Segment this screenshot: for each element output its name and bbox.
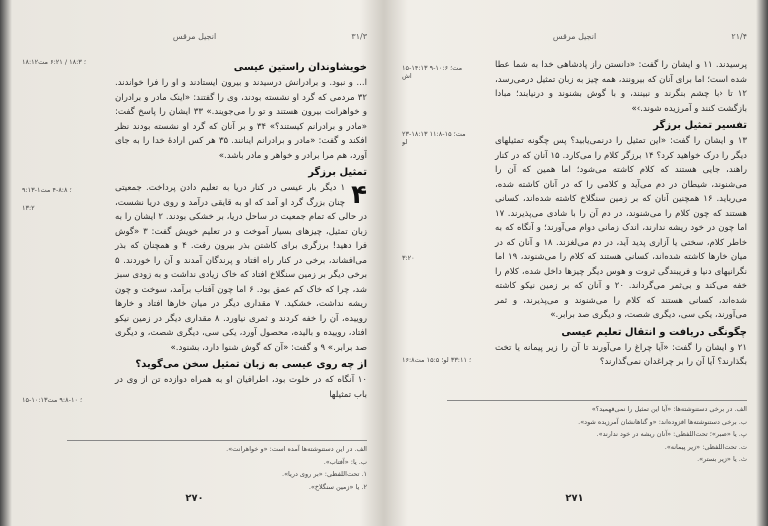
section-heading: خویشاوندان راستین عیسی	[233, 62, 367, 73]
footnote: پ. یا «صبر»؛ تحت‌اللفظی: «آنان ریشه در خود ندارند».	[596, 430, 747, 438]
section-heading: تمثیل برزگر	[308, 167, 367, 178]
running-title: انجیل مرقس	[172, 32, 217, 41]
chapter-number: ۴	[351, 180, 367, 210]
paragraph: پرسیدند. ۱۱ و ایشان را گفت: «دانستن راز پادشاهی خدا به شما عطا شده است؛ اما برای آنان که بیرونند، همه چیز به زبان تمثیل درمی‌رسد، ۱۲ تا ‹با چشم بنگرند و نبینند، و با گوش بشنوند و درنیابند؛ مبادا بازگشت کنند و آمرزیده شوند.›»	[495, 60, 747, 114]
footnote: ت. تحت‌اللفظی: «زیر پیمانه».	[664, 442, 747, 451]
left-page-header	[22, 32, 367, 46]
section-heading: چگونگی دریافت و انتقال تعلیم عیسی	[561, 326, 747, 338]
section-heading: تفسیر تمثیل برزگر	[653, 120, 747, 131]
left-page	[22, 10, 367, 516]
running-chapter-verse: ۲۱/۴	[731, 32, 747, 41]
cross-reference: ۱۵-۱۰:۱۳؛ ۱۰-۹:۸ مت‌	[22, 396, 83, 404]
cross-reference: ۱۳:۲	[22, 204, 35, 212]
page-number: ۲۷۱	[565, 493, 584, 504]
footnote: الف. در این دستنوشته‌ها آمده است: «و خواهرانت».	[226, 445, 367, 453]
cross-reference: ۱۶:۸؛ ۳۳:۱۱ لو؛ ۱۵:۵ مت‌	[402, 356, 472, 364]
running-chapter-verse: ۳۱/۳	[351, 32, 367, 41]
paragraph: ۱۰ آنگاه که در خلوت بود، اطرافیان او به همراه دوازده تن از وی در باب تمثیلها	[115, 375, 367, 400]
paragraph: ا... و نبود. و برادرانش درسیدند و بیرون ایستادند و او را فرا خواندند. ۳۲ مردمی که گرد او نشسته بودند، وی را گفتند: «اینک مادر و برادران و خواهرانت بیرون هستند و تو را می‌جویند.» ۳۳ ایشان را پاسخ گفت: «مادر و برادرانم کیستند؟» ۳۴ و بر آنان که گرد او نشسته بودند نظر افکند و گفت: «مادر و برادرانم اینانند. ۳۵ هر کس ارادهٔ خدا را به جای آورد، هم مرا برادر و خواهر و مادر باشد.»	[115, 78, 367, 161]
footnote: الف. در برخی دستنوشته‌ها: «آیا این تمثیل را نمی‌فهمید؟»	[591, 405, 747, 413]
cross-reference: ۲۳-۱۸:۱۳ مت‌؛ ۱۵-۱۱:۸ لو	[402, 130, 466, 146]
cross-reference: ۹:۱۳-۱؛ ۸:۸-۴ مت‌	[22, 186, 72, 194]
paragraph: ۲۱ و ایشان را گفت: «آیا چراغ را می‌آورند تا آن را زیر پیمانه یا تخت بگذارند؟ آیا آن را بر چراغدان نمی‌گذارند؟	[495, 342, 747, 367]
running-title: انجیل مرقس	[552, 32, 597, 41]
section-heading: از چه روی عیسی به زبان تمثیل سخن می‌گوید؟	[135, 359, 367, 370]
paragraph: ۱۳ و ایشان را گفت: «این تمثیل را درنمی‌یابید؟ پس چگونه تمثیلهای دیگر را درک خواهید کرد؟ ۱۴ برزگر کلام را می‌کارد. ۱۵ آنان که در کنار راهند، جایی هستند که کلام کاشته می‌شود؛ اما همین که آن را می‌شنوند، شیطان در دم می‌آید و کلامی را که در آنان کاشته شده، می‌رباید. ۱۶ همچنین آنان که بر زمین سنگلاخ کاشته شده‌اند، کسانی هستند که چون کلام را می‌شنوند، در دم آن را با شادی می‌پذیرند. ۱۷ اما چون در خود ریشه ندارند، اندک زمانی دوام می‌آورند؛ و آنگاه که به خاطر کلام، سختی یا آزاری پدید آید، در دم می‌لغزند. ۱۸ و آنان که در میان خارها کاشته شده‌اند، کسانی هستند که کلام را می‌شنوند، ۱۹ اما نگرانیهای دنیا و فریبندگی ثروت و هوس دیگر چیزها داخل شده، کلام را خفه می‌کند و بی‌ثمر می‌گرداند. ۲۰ و آنان که بر زمین نیکو کاشته شده‌اند، کسانی هستند که کلام را می‌شنوند و می‌پذیرند، و ثمر می‌آورند، یکی سی، دیگری شصت، و دیگری صد برابر.»	[495, 136, 747, 320]
cross-reference: ۱۸:۱۲؛ ۱۸:۳ / ۶:۲۱ مت‌	[22, 58, 86, 66]
footnote: ۲. یا «زمین سنگلاخ».	[308, 482, 367, 491]
footnote: ث. یا «زیر بستر».	[697, 455, 747, 463]
page-number: ۲۷۰	[185, 493, 204, 504]
cross-reference: ۱۵-۱۴:۱۳ مت‌؛ ۱۰:۶-۹ اش	[402, 64, 463, 80]
footnote: ۱. تحت‌اللفظی: «بر روی دریا».	[282, 470, 367, 478]
footnote: ب. یا: «آفتاب».	[323, 457, 367, 466]
right-page-header	[402, 32, 747, 46]
footnote: ب. برخی دستنوشته‌ها افزوده‌اند: «و گناهانشان آمرزیده شود».	[578, 417, 747, 426]
right-page-body	[495, 58, 747, 374]
right-page	[402, 10, 747, 516]
footnotes	[67, 440, 367, 494]
cross-reference: ۳:۲۰	[402, 254, 415, 262]
paragraph: ۱ دیگر بار عیسی در کنار دریا به تعلیم دادن پرداخت. جمعیتی چنان بزرگ گرد او آمد که او به قایقی درآمد و روی دریا نشست، در حالی که تمام جمعیت در ساحل دریا، بر خشکی بودند. ۲ ایشان را به زبان تمثیل، چیزهای بسیار آموخت و در تعلیم خویش گفت: ۳ «گوش فرا دهید! برزگری برای کاشتن بذر بیرون رفت. ۴ و همچنان که بذر می‌افشاند، برخی در کنار راه افتاد و پرندگان آمدند و آن را خوردند. ۵ برخی دیگر بر زمین سنگلاخ افتاد که خاک زیادی نداشت و به زودی سبز شد، چرا که خاک کم عمق بود. ۶ اما چون آفتاب برآمد، سوخت و چون ریشه نداشت، خشکید. ۷ مقداری دیگر در میان خارها افتاد و خارها روییده، آن را خفه کردند و ثمری نیاورد. ۸ مقداری دیگر در زمین نیکو افتاد، روییده و بالیده، محصول آورد، یکی سی، دیگری شصت، و دیگری صد برابر.» ۹ و گفت: «آن که گوش شنوا دارد، بشنود.»	[115, 183, 367, 353]
left-page-body	[115, 58, 367, 406]
footnotes	[447, 400, 747, 467]
